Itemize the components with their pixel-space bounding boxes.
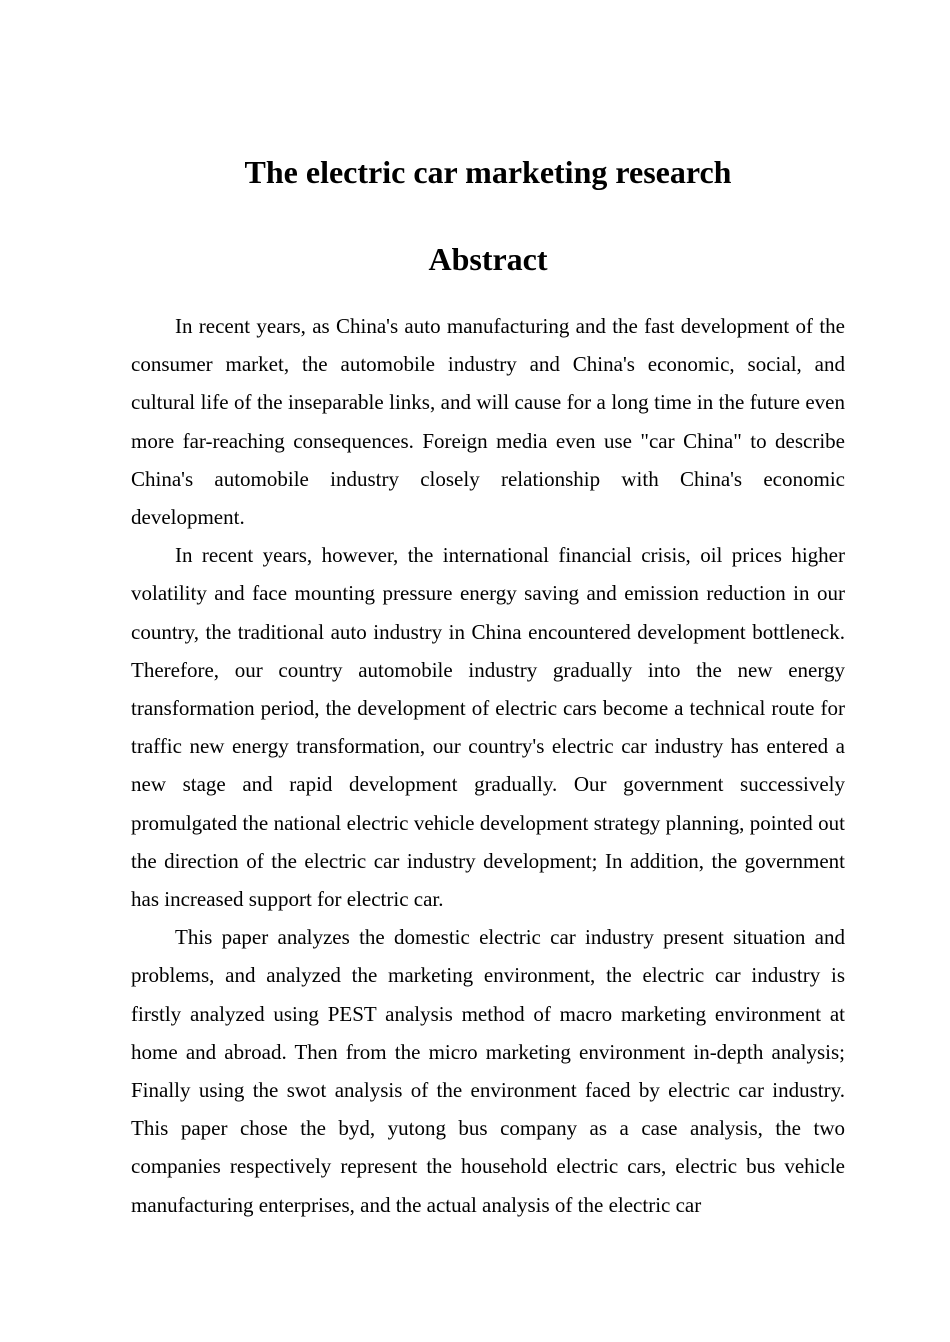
- abstract-paragraph-2: In recent years, however, the international financial crisis, oil prices higher volatility and face mounting pressure energy saving and emission reduction in our country, the traditional auto industry in China encountered development bottleneck. Therefore, our country automobile industry gradually into the new energy transformation period, the development of electric cars become a technical route for traffic new energy transformation, our country's electric car industry has entered a new stage and rapid development gradually. Our government successively promulgated the national electric vehicle development strategy planning, pointed out the direction of the electric car industry development; In addition, the government has increased support for electric car.: [131, 543, 845, 912]
- document-page: [131, 150, 845, 1224]
- abstract-paragraph-1: In recent years, as China's auto manufacturing and the fast development of the consumer market, the automobile industry and China's economic, social, and cultural life of the inseparable links, and will cause for a long time in the future even more far-reaching consequences. Foreign media even use "car China" to describe China's automobile industry closely relationship with China's economic development.: [131, 314, 845, 530]
- document-title: The electric car marketing research: [244, 154, 732, 190]
- abstract-paragraph-3: This paper analyzes the domestic electric car industry present situation and problems, and analyzed the marketing environment, the electric car industry is firstly analyzed using PEST analysis method of macro marketing environment at home and abroad. Then from the micro marketing environment in-depth analysis; Finally using the swot analysis of the environment faced by electric car industry. This paper chose the byd, yutong bus company as a case analysis, the two companies respectively represent the household electric cars, electric bus vehicle manufacturing enterprises, and the actual analysis of the electric car: [131, 925, 845, 1217]
- abstract-body: [131, 307, 845, 1224]
- abstract-heading: Abstract: [428, 241, 548, 277]
